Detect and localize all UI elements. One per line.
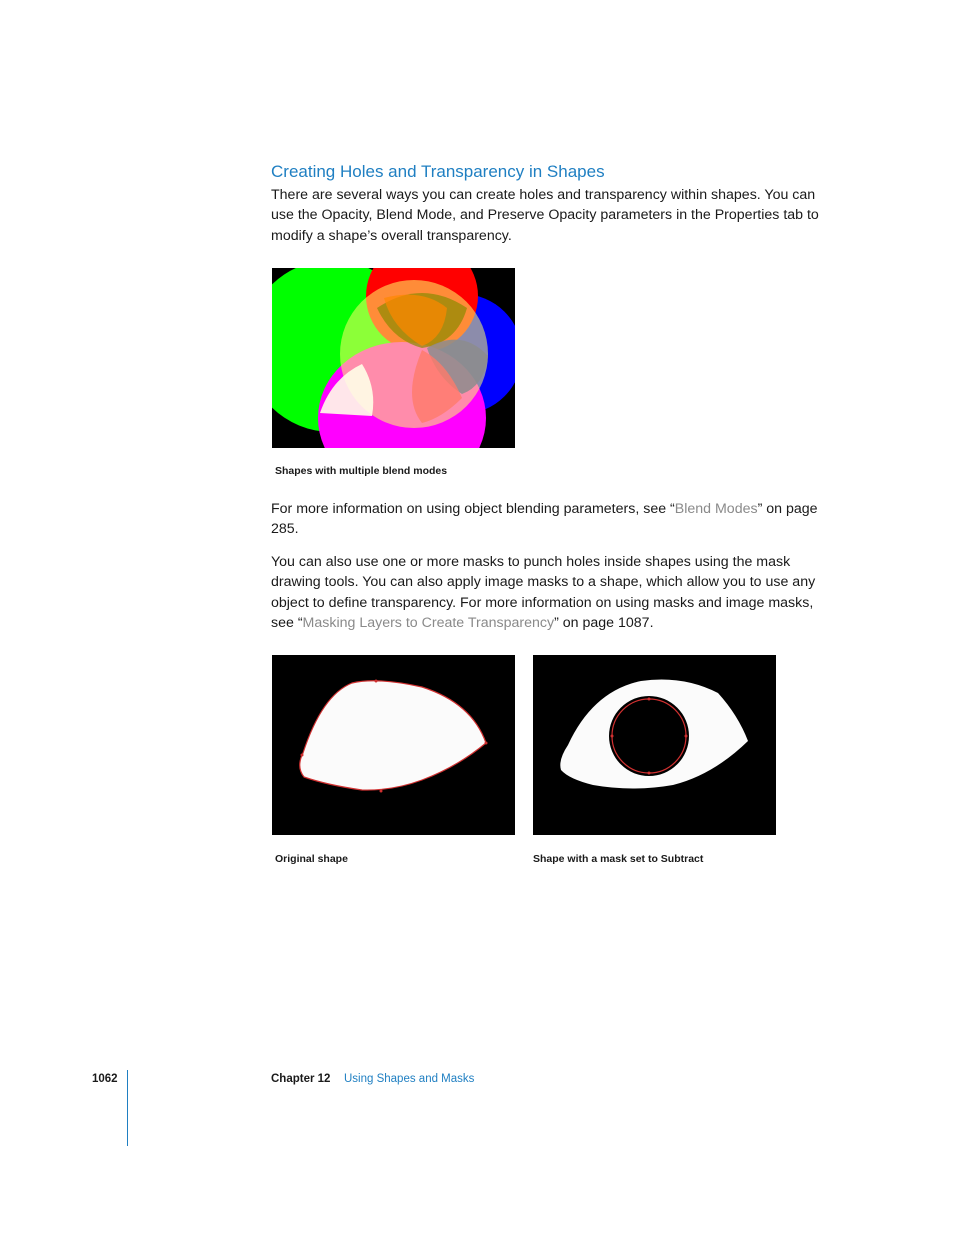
chapter-title-link[interactable]: Using Shapes and Masks xyxy=(344,1073,475,1085)
blend-modes-link[interactable]: Blend Modes xyxy=(674,501,758,517)
intro-paragraph: There are several ways you can create holes and transparency within shapes. You can use the Opacity, Blend Mode, and Preserve Opacity parameters in the Properties tab to modify a shape’s overall transparency. xyxy=(271,187,819,244)
control-point xyxy=(380,790,383,793)
masks-text-after: ” on page 1087. xyxy=(554,615,654,632)
control-point xyxy=(301,754,304,757)
control-point xyxy=(685,735,688,738)
mask-circle xyxy=(612,699,686,773)
figure-caption-blend: Shapes with multiple blend modes xyxy=(275,465,448,477)
footer-divider xyxy=(127,1070,128,1146)
blend-modes-figure xyxy=(272,268,515,448)
masking-layers-link[interactable]: Masking Layers to Create Transparency xyxy=(302,615,555,632)
control-point xyxy=(375,680,378,683)
original-shape-figure xyxy=(272,655,515,835)
figure-caption-subtract: Shape with a mask set to Subtract xyxy=(533,853,704,865)
section-heading: Creating Holes and Transparency in Shapes xyxy=(271,162,605,181)
masks-text-before: You can also use one or more masks to punch holes inside shapes using the mask drawing tools. You can also apply image masks to a shape, which allow you to use any object to define transparency. For more information on using masks and image masks, see “ xyxy=(271,554,816,632)
blend-info-paragraph xyxy=(271,499,831,540)
page-number: 1062 xyxy=(92,1073,118,1085)
control-point xyxy=(485,742,488,745)
control-point xyxy=(648,698,651,701)
control-point xyxy=(648,772,651,775)
subtract-mask-figure xyxy=(533,655,776,835)
blend-info-text-after: ” on page 285. xyxy=(271,501,818,538)
figure-caption-original: Original shape xyxy=(275,853,348,865)
masks-paragraph xyxy=(271,552,831,634)
control-point xyxy=(611,735,614,738)
blend-info-text-before: For more information on using object blending parameters, see “ xyxy=(271,501,675,517)
chapter-label: Chapter 12 xyxy=(271,1073,331,1085)
